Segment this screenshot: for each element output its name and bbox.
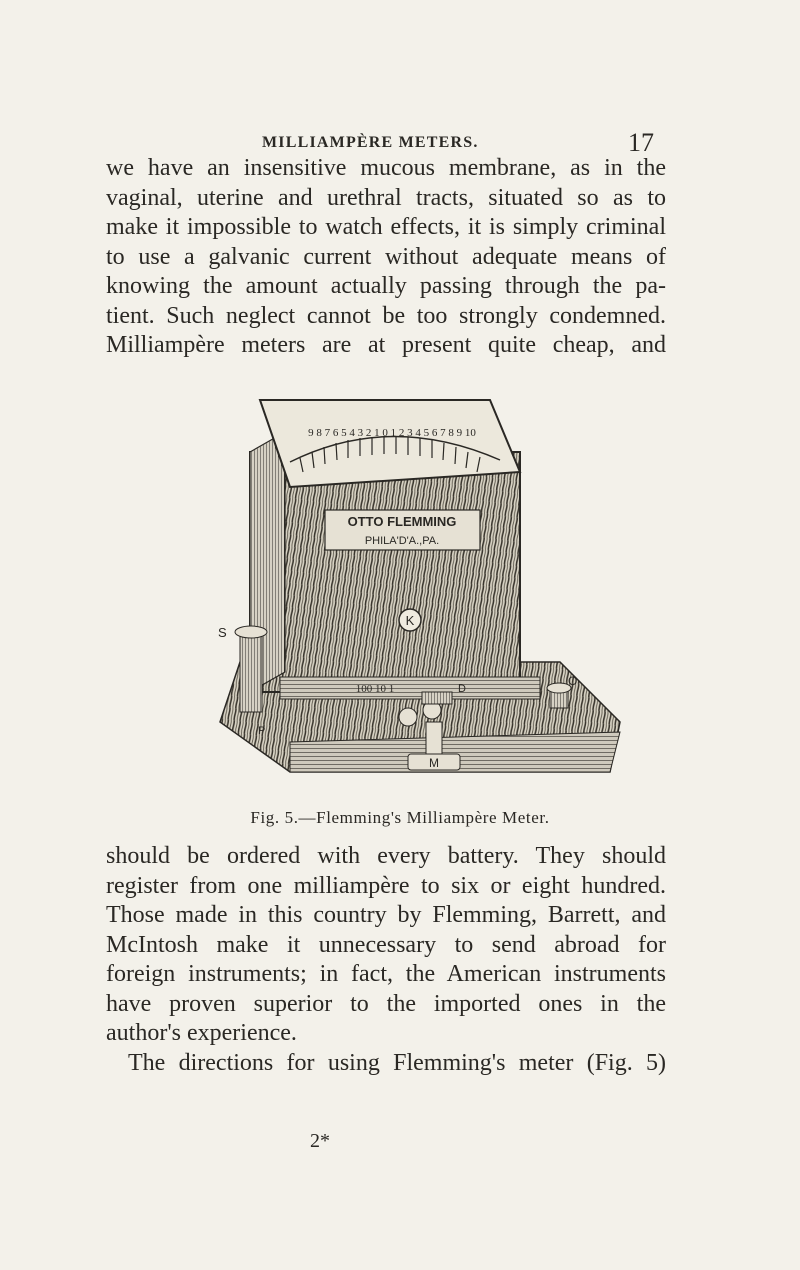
text-line: The directions for using Flemming's meter (Fig. 5) — [128, 1049, 666, 1076]
text-line: tient. Such neglect cannot be too strongly condemned. — [106, 302, 666, 329]
paragraph-2 — [106, 842, 666, 1078]
text-line: foreign instruments; in fact, the American instruments — [106, 961, 666, 987]
dial-window — [260, 400, 520, 487]
text-line: knowing the amount actually passing through the pa- — [106, 273, 666, 299]
text-line: we have an insensitive mucous membrane, as in the — [106, 155, 666, 181]
text-line: register from one milliampère to six or eight hundred. — [106, 872, 666, 899]
text-line: make it impossible to watch effects, it is simply criminal — [106, 214, 666, 240]
running-head: MILLIAMPÈRE METERS. — [262, 134, 479, 151]
text-line: have proven superior to the imported ones in the — [106, 990, 666, 1017]
text-line: Those made in this country by Flemming, Barrett, and — [106, 902, 666, 928]
binding-post-s — [235, 626, 267, 712]
text-line: Milliampère meters are at present quite cheap, and — [106, 332, 666, 358]
text-line: McIntosh make it unnecessary to send abroad for — [106, 931, 666, 958]
page-number: 17 — [628, 128, 654, 157]
text-line: should be ordered with every battery. They should — [106, 843, 666, 869]
text-line: to use a galvanic current without adequate means of — [106, 243, 666, 270]
text-line: author's experience. — [106, 1020, 297, 1046]
m-label: M — [429, 756, 439, 770]
range-label: 100 10 1 — [355, 683, 395, 695]
signature-mark: 2* — [310, 1130, 330, 1152]
paragraph-1 — [106, 154, 666, 361]
p-label: P — [258, 725, 266, 737]
meter-case — [250, 452, 520, 692]
d-label: D — [458, 683, 466, 695]
maker-name: OTTO FLEMMING — [347, 514, 457, 529]
dial-numbers: 9 8 7 6 5 4 3 2 1 0 1 2 3 4 5 6 7 8 9 10 — [308, 427, 476, 439]
k-label: K — [405, 613, 415, 628]
maker-location: PHILA'D'A.,PA. — [364, 535, 440, 547]
meter-illustration — [140, 392, 660, 802]
range-strip — [280, 677, 540, 699]
o-label: O — [568, 674, 578, 688]
figure-caption: Fig. 5.—Flemming's Milliampère Meter. — [250, 808, 550, 827]
text-line: vaginal, uterine and urethral tracts, situated so as to — [106, 184, 666, 211]
s-label: S — [218, 625, 227, 640]
